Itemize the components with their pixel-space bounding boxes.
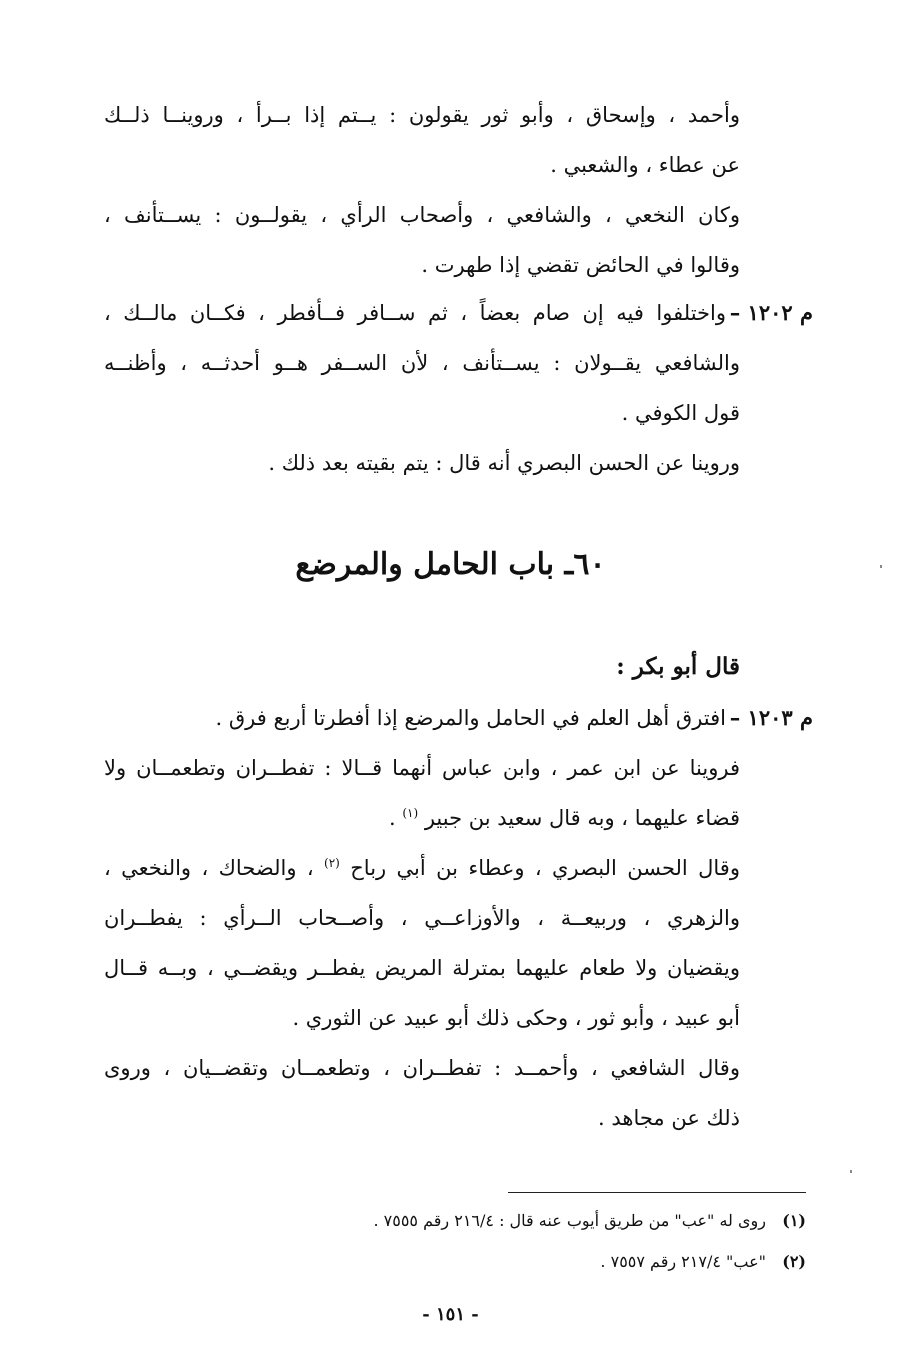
intro-line: قال أبو بكر : (616, 653, 740, 680)
page-number: - ١٥١ - (422, 1304, 479, 1325)
text-line: والزهري ، وربيعــة ، والأوزاعــي ، وأصــحاب الــرأي : يفطــران (104, 906, 740, 930)
scan-speck (850, 1170, 852, 1173)
text-line (389, 803, 740, 833)
chapter-heading: ٦٠ـ باب الحامل والمرضع (295, 547, 606, 582)
footnote-number-2: (٢) (782, 1252, 806, 1271)
text-span: قضاء عليهما ، وبه قال سعيد بن جبير (424, 806, 740, 830)
text-line: وروينا عن الحسن البصري أنه قال : يتم بقيته بعد ذلك . (268, 451, 740, 475)
text-span: ، والضحاك ، والنخعي ، (104, 856, 314, 880)
text-line: ويقضيان ولا طعام عليهما بمترلة المريض يفطــر ويقضــي ، وبــه قــال (104, 956, 740, 980)
text-line: قول الكوفي . (621, 401, 740, 425)
footnote-text-2: "عب" ٢١٧/٤ رقم ٧٥٥٧ . (600, 1252, 766, 1271)
text-line: وأحمد ، وإسحاق ، وأبو ثور يقولون : يــتم إذا بــرأ ، وروينــا ذلــك (104, 103, 740, 127)
text-line: وكان النخعي ، والشافعي ، وأصحاب الرأي ، يقولــون : يســتأنف ، (104, 203, 740, 227)
footnote-ref-2[interactable]: (٢) (324, 856, 340, 870)
item-marker-1202: م ١٢٠٢ – (729, 300, 813, 325)
text-line: فروينا عن ابن عمر ، وابن عباس أنهما قــالا : تفطــران وتطعمــان ولا (104, 756, 740, 780)
text-line: عن عطاء ، والشعبي . (550, 153, 740, 177)
footnote-text-1: روى له "عب" من طريق أيوب عنه قال : ٢١٦/٤ رقم ٧٥٥٥ . (373, 1211, 766, 1230)
text-line: افترق أهل العلم في الحامل والمرضع إذا أفطرتا أربع فرق . (215, 706, 726, 730)
text-span: . (388, 806, 396, 830)
footnote-number-1: (١) (782, 1211, 806, 1230)
text-line: وقالوا في الحائض تقضي إذا طهرت . (421, 253, 740, 277)
text-line: ذلك عن مجاهد . (598, 1106, 740, 1130)
item-marker-1203: م ١٢٠٣ – (729, 705, 813, 730)
text-line: وقال الشافعي ، وأحمــد : تفطــران ، وتطعمــان وتقضــيان ، وروى (104, 1056, 740, 1080)
scan-speck (880, 565, 882, 568)
text-line: أبو عبيد ، وأبو ثور ، وحكى ذلك أبو عبيد عن الثوري . (292, 1006, 740, 1030)
text-line: والشافعي يقــولان : يســتأنف ، لأن الســفر هــو أحدثــه ، وأظنــه (104, 351, 740, 375)
text-line (104, 853, 740, 883)
text-span: وقال الحسن البصري ، وعطاء بن أبي رباح (350, 856, 740, 880)
text-line: واختلفوا فيه إن صام بعضاً ، ثم ســافر فــأفطر ، فكــان مالــك ، (104, 301, 726, 325)
footnote-ref-1[interactable]: (١) (402, 806, 419, 820)
footnote-divider (508, 1192, 806, 1193)
